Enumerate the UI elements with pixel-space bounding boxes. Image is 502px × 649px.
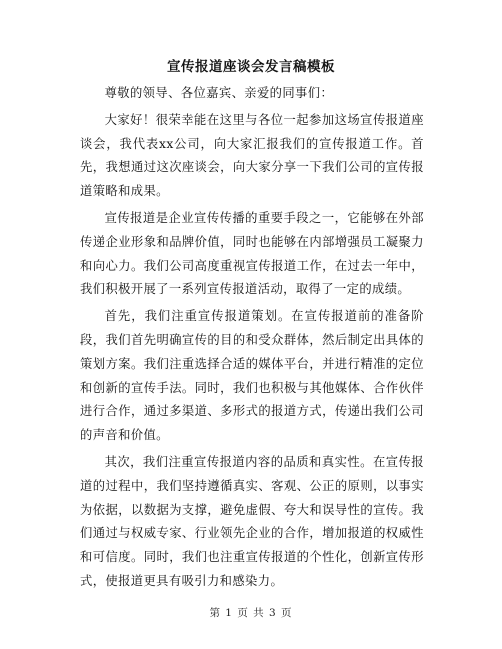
document-title: 宣传报道座谈会发言稿模板 xyxy=(167,59,335,75)
paragraph-2: 宣传报道是企业宣传传播的重要手段之一，它能够在外部传递企业形象和品牌价值，同时也能够在内部增强员工凝聚力和向心力。我们公司高度重视宣传报道工作，在过去一年中，我们积极开展了一系列宣传报道活动，取得了一定的成绩。 xyxy=(80,210,424,297)
salutation: 尊敬的领导、各位嘉宾、亲爱的同事们： xyxy=(104,86,334,100)
paragraph-1: 大家好！很荣幸能在这里与各位一起参加这场宣传报道座谈会，我代表xx公司，向大家汇报我们的宣传报道工作。首先，我想通过这次座谈会，向大家分享一下我们公司的宣传报道策略和成果。 xyxy=(80,112,424,199)
paragraph-4: 其次，我们注重宣传报道内容的品质和真实性。在宣传报道的过程中，我们坚持遵循真实、客观、公正的原则，以事实为依据，以数据为支撑，避免虚假、夸大和误导性的宣传。我们通过与权威专家、行业领先企业的合作，增加报道的权威性和可信度。同时，我们也注重宣传报道的个性化，创新宣传形式，使报道更具有吸引力和感染力。 xyxy=(80,454,424,588)
document-body xyxy=(80,82,424,594)
page-indicator: 第 1 页 共 3 页 xyxy=(209,607,293,619)
paragraph-3: 首先，我们注重宣传报道策划。在宣传报道前的准备阶段，我们首先明确宣传的目的和受众群体，然后制定出具体的策划方案。我们注重选择合适的媒体平台，并进行精准的定位和创新的宣传手法。同时，我们也积极与其他媒体、合作伙伴进行合作，通过多渠道、多形式的报道方式，传递出我们公司的声音和价值。 xyxy=(80,309,424,443)
